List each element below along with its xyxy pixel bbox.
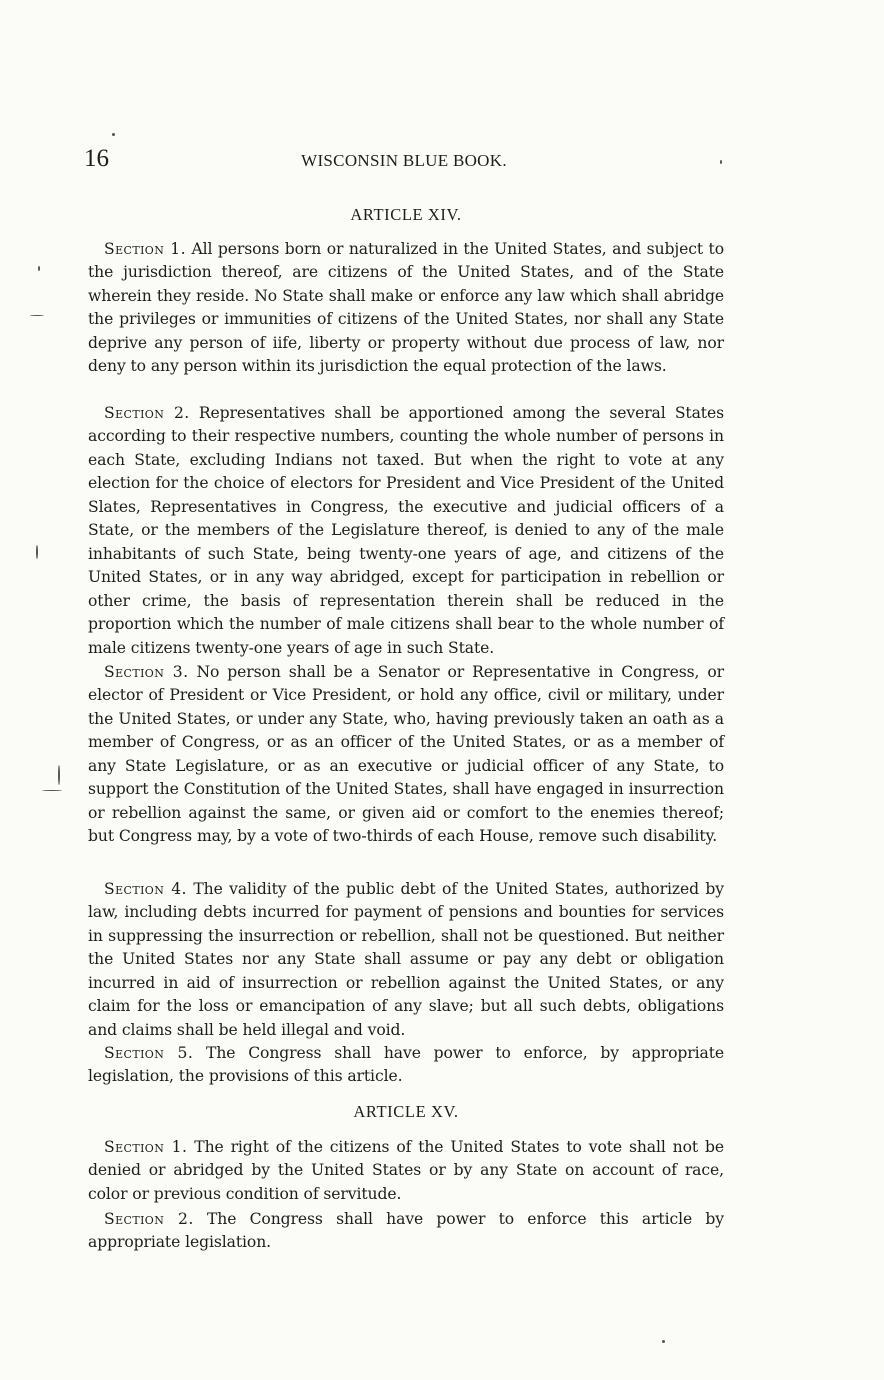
scan-speck bbox=[112, 133, 115, 136]
article-xv-section-1 bbox=[88, 1136, 724, 1207]
section-text: No person shall be a Senator or Representative in Congress, or elector of President or Vice President, or hold any office, civil or military, under the United States, or under any State, who, having previously taken an oath as a member of Congress, or as an officer of the United States, or as a member of any State Legislature, or as an executive or judicial officer of any State, to support the Constitution of the United States, shall have engaged in insurrection or rebellion against the same, or given aid or comfort to the enemies thereof; but Congress may, by a vote of two-thirds of each House, remove such disability. bbox=[88, 662, 724, 846]
scan-speck bbox=[38, 266, 40, 271]
scan-speck bbox=[720, 160, 722, 164]
section-label: Section 3. bbox=[104, 662, 189, 681]
section-label: Section 5. bbox=[104, 1043, 194, 1062]
section-text: The Congress shall have power to enforce, by appropriate legislation, the provisions of this article. bbox=[88, 1043, 724, 1086]
page-number: 16 bbox=[84, 145, 109, 172]
scan-speck bbox=[58, 765, 60, 785]
article-xiv-section-2 bbox=[88, 402, 724, 661]
article-xiv-section-3 bbox=[88, 661, 724, 849]
section-label: Section 2. bbox=[104, 1209, 194, 1228]
article-xiv-section-4 bbox=[88, 878, 724, 1043]
scan-speck bbox=[42, 790, 62, 791]
section-label: Section 1. bbox=[104, 239, 186, 258]
page-header bbox=[84, 145, 724, 181]
article-xv-heading: ARTICLE XV. bbox=[353, 1102, 459, 1121]
scan-speck bbox=[662, 1340, 665, 1343]
section-text: The validity of the public debt of the United States, authorized by law, including debts incurred for payment of pensions and bounties for services in suppressing the insurrection or rebellion, shall not be questioned. But neither the United States nor any State shall assume or pay any debt or obligation incurred in aid of insurrection or rebellion against the United States, or any claim for the loss or emancipation of any slave; but all such debts, obligations and claims shall be held illegal and void. bbox=[88, 879, 724, 1039]
article-xiv-section-5 bbox=[88, 1042, 724, 1089]
scan-speck bbox=[30, 315, 44, 316]
section-text: The right of the citizens of the United States to vote shall not be denied or abridged by the United States or by any State on account of race, color or previous condition of servitude. bbox=[88, 1137, 725, 1203]
section-text: Representatives shall be apportioned among the several States according to their respective numbers, counting the whole number of persons in each State, excluding Indians not taxed. But when the right to vote at any election for the choice of electors for President and Vice President of the United Slates, Representatives in Congress, the executive and judicial officers of a State, or the members of the Legislature thereof, is denied to any of the male inhabitants of such State, being twenty-one years of age, and citizens of the United States, or in any way abridged, except for participation in rebellion or other crime, the basis of representation therein shall be reduced in the proportion which the number of male citizens shall bear to the whole number of male citizens twenty-one years of age in such State. bbox=[88, 403, 724, 657]
section-text: All persons born or naturalized in the United States, and subject to the jurisdiction thereof, are citizens of the United States, and of the State wherein they reside. No State shall make or enforce any law which shall abridge the privileges or immunities of citizens of the United States, nor shall any State deprive any person of iife, liberty or property without due process of law, nor deny to any person within its jurisdiction the equal protection of the laws. bbox=[88, 239, 725, 376]
article-xiv-section-1 bbox=[88, 238, 724, 379]
section-label: Section 2. bbox=[104, 403, 190, 422]
article-xv-section-2 bbox=[88, 1208, 724, 1255]
section-label: Section 4. bbox=[104, 879, 187, 898]
section-label: Section 1. bbox=[104, 1137, 188, 1156]
section-text: The Congress shall have power to enforce this article by appropriate legislation. bbox=[88, 1209, 724, 1252]
article-xiv-heading: ARTICLE XIV. bbox=[350, 205, 462, 224]
scan-speck bbox=[36, 545, 38, 559]
running-title: WISCONSIN BLUE BOOK. bbox=[301, 151, 507, 170]
